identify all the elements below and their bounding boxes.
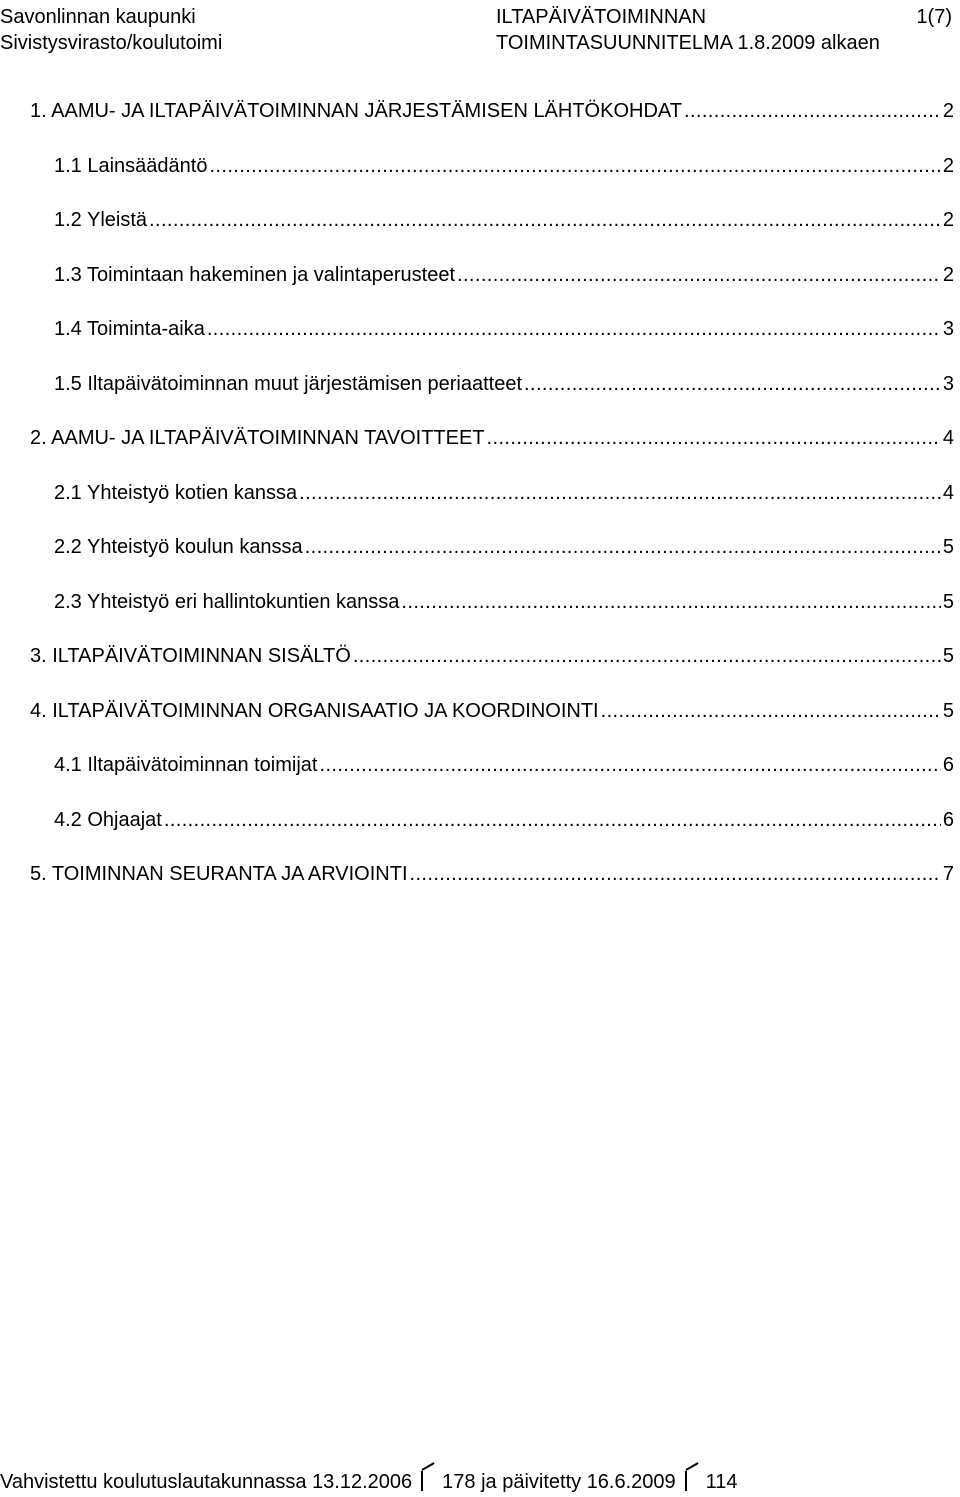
toc-entry-title: 4. ILTAPÄIVÄTOIMINNAN ORGANISAATIO JA KOORDINOINTI — [30, 699, 599, 722]
toc-entry[interactable] — [30, 424, 954, 479]
toc-page-number: 4 — [942, 481, 954, 504]
toc-page-number: 2 — [942, 263, 954, 286]
approval-text: Vahvistettu koulutuslautakunnassa 13.12.2006 — [0, 1471, 413, 1493]
page-indicator: 1(7) — [916, 6, 952, 28]
toc-page-number: 5 — [942, 590, 954, 613]
toc-entry[interactable] — [30, 152, 954, 207]
toc-entry[interactable] — [30, 588, 954, 643]
organization-name: Savonlinnan kaupunki — [0, 6, 196, 28]
toc-dot-leader — [410, 860, 941, 888]
toc-entry-title: 2. AAMU- JA ILTAPÄIVÄTOIMINNAN TAVOITTEET — [30, 427, 485, 449]
toc-dot-leader — [149, 206, 941, 234]
organization-block — [0, 4, 222, 56]
toc-entry-title: 2.2 Yhteistyö koulun kanssa — [54, 536, 303, 558]
toc-page-number: 5 — [942, 645, 954, 667]
toc-page-number: 6 — [942, 754, 954, 776]
toc-dot-leader — [209, 152, 940, 180]
toc-page-number: 2 — [942, 100, 954, 122]
toc-page-number: 3 — [942, 318, 954, 340]
toc-entry-title: 1.4 Toiminta-aika — [54, 318, 205, 340]
toc-entry-title: 5. TOIMINNAN SEURANTA JA ARVIOINTI — [30, 863, 408, 885]
toc-dot-leader — [319, 751, 940, 779]
toc-entry[interactable] — [30, 806, 954, 861]
toc-entry-title: 1.2 Yleistä — [54, 209, 148, 231]
toc-page-number: 5 — [942, 699, 954, 722]
toc-dot-leader — [164, 806, 941, 834]
toc-dot-leader — [457, 261, 941, 289]
toc-dot-leader — [601, 697, 941, 725]
document-title-block — [496, 4, 880, 56]
toc-entry[interactable] — [30, 533, 954, 588]
toc-dot-leader — [684, 97, 941, 125]
footer-section-2: 114 — [705, 1471, 738, 1493]
toc-page-number: 3 — [942, 372, 954, 395]
toc-entry-title: 4.2 Ohjaajat — [54, 808, 162, 831]
toc-entry[interactable] — [30, 697, 954, 752]
toc-dot-leader — [305, 533, 941, 561]
section-sign-icon — [420, 1469, 434, 1491]
toc-dot-leader — [299, 479, 941, 507]
toc-entry-title: 2.3 Yhteistyö eri hallintokuntien kanssa — [54, 590, 400, 613]
toc-entry-title: 4.1 Iltapäivätoiminnan toimijat — [54, 754, 318, 776]
footer-section-1: 178 ja päivitetty 16.6.2009 — [442, 1471, 676, 1493]
toc-entry[interactable] — [30, 315, 954, 370]
document-title-line-1: ILTAPÄIVÄTOIMINNAN — [496, 6, 707, 28]
department-name: Sivistysvirasto/koulutoimi — [0, 32, 223, 54]
toc-page-number: 5 — [942, 536, 954, 558]
toc-dot-leader — [353, 642, 941, 670]
toc-entry[interactable] — [30, 479, 954, 534]
toc-entry[interactable] — [30, 97, 954, 152]
toc-entry[interactable] — [30, 206, 954, 261]
toc-page-number: 2 — [942, 154, 954, 177]
document-title-line-2: TOIMINTASUUNNITELMA 1.8.2009 alkaen — [496, 32, 880, 54]
toc-page-number: 2 — [942, 209, 954, 231]
toc-dot-leader — [401, 588, 940, 616]
toc-dot-leader — [207, 315, 941, 343]
toc-page-number: 4 — [942, 427, 954, 449]
toc-dot-leader — [487, 424, 941, 452]
toc-entry[interactable] — [30, 751, 954, 806]
section-sign-icon — [684, 1469, 698, 1491]
toc-entry-title: 2.1 Yhteistyö kotien kanssa — [54, 481, 298, 504]
toc-entry-title: 1.5 Iltapäivätoiminnan muut järjestämisen periaatteet — [54, 372, 523, 395]
toc-entry-title: 1.3 Toimintaan hakeminen ja valintaperusteet — [54, 263, 455, 286]
toc-entry-title: 1. AAMU- JA ILTAPÄIVÄTOIMINNAN JÄRJESTÄMISEN LÄHTÖKOHDAT — [30, 100, 682, 122]
toc-page-number: 7 — [942, 863, 954, 885]
table-of-contents — [30, 97, 954, 915]
toc-page-number: 6 — [942, 808, 954, 831]
toc-dot-leader — [524, 370, 941, 398]
toc-entry[interactable] — [30, 642, 954, 697]
page-header — [0, 4, 960, 58]
toc-entry-title: 1.1 Lainsäädäntö — [54, 154, 208, 177]
toc-entry[interactable] — [30, 370, 954, 425]
toc-entry-title: 3. ILTAPÄIVÄTOIMINNAN SISÄLTÖ — [30, 645, 351, 667]
toc-entry[interactable] — [30, 261, 954, 316]
page-footer — [0, 1469, 738, 1495]
toc-entry[interactable] — [30, 860, 954, 915]
